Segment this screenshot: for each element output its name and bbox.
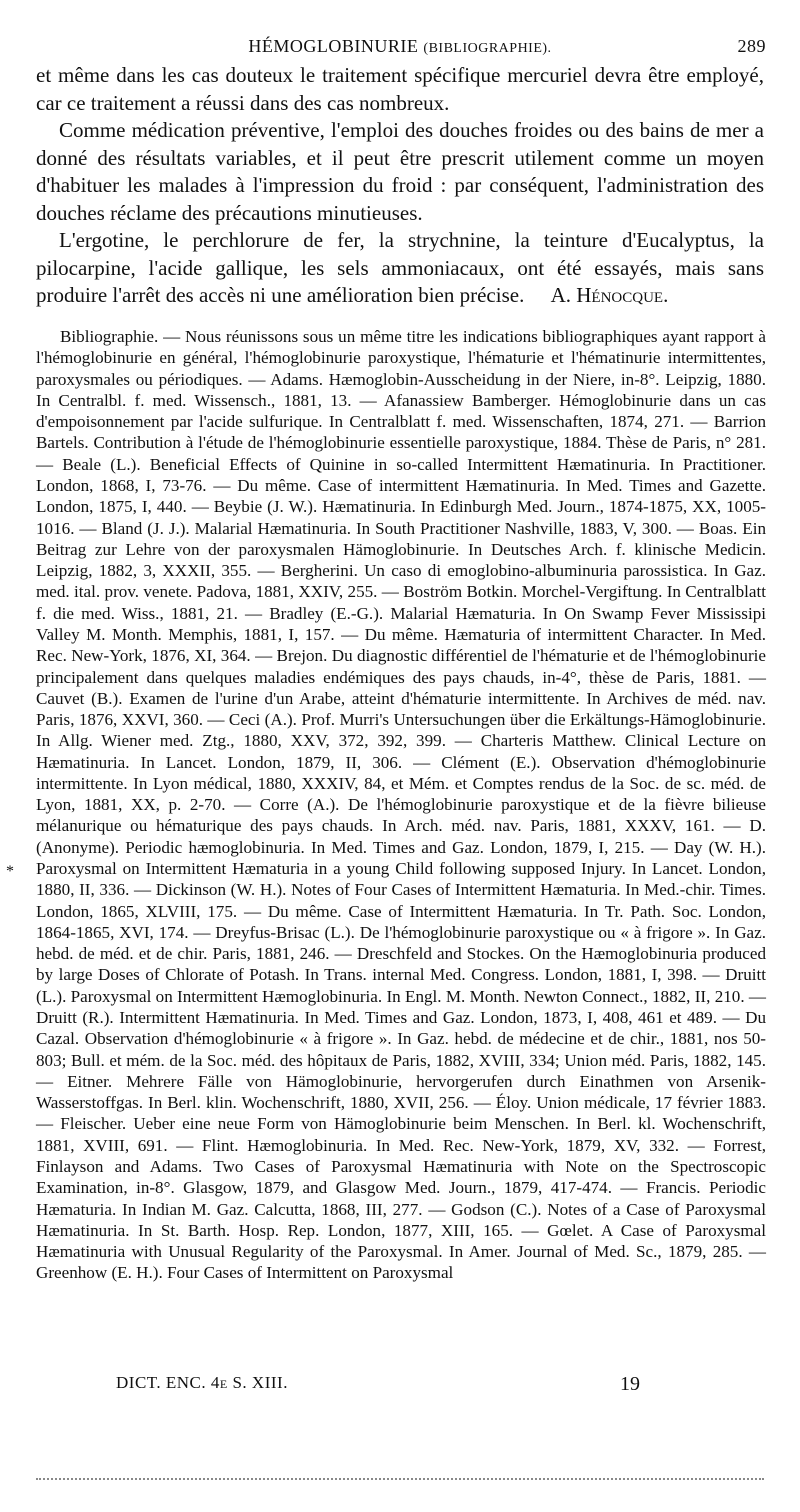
page-number: 289 [737,36,766,56]
sheet-number: 19 [620,1373,640,1395]
paragraph-1: et même dans les cas douteux le traitement spécifique mercuriel devra être employé, car ce traitement a réussi dans des cas nombreux. [36,63,764,115]
margin-mark: * [6,863,14,880]
page-footer [116,1373,676,1397]
bibliography-text: Bibliographie. — Nous réunissons sous un même titre les indications bibliographiques ayant rapport à l'hémoglobinurie en général, l'hémoglobinurie paroxystique, l'hématurie et l'hématinurie intermittentes, paroxysmales ou périodiques. — Adams. Hæmoglobin-Ausscheidung in der Niere, in-8°. Leipzig, 1880. In Centralbl. f. med. Wissensch., 1881, 13. — Afanassiew Bamberger. Hémoglobinurie dans un cas d'empoisonnement par l'acide sulfurique. In Centralblatt f. med. Wissenschaften, 1874, 271. — Barrion Bartels. Contribution à l'étude de l'hémoglobinurie essentielle paroxystique, 1884. Thèse de Paris, n° 281. — Beale (L.). Beneficial Effects of Quinine in so-called Intermittent Hæmatinuria. In Practitioner. London, 1868, I, 73-76. — Du même. Case of intermittent Hæmatinuria. In Med. Times and Gazette. London, 1875, I, 440. — Beybie (J. W.). Hæmatinuria. In Edinburgh Med. Journ., 1874-1875, XX, 1005-1016. — Bland (J. J.). Malarial Hæmatinuria. In South Practitioner Nashville, 1883, V, 300. — Boas. Ein Beitrag zur Lehre von der paroxysmalen Hämoglobinurie. In Deutsches Arch. f. klinische Medicin. Leipzig, 1882, 3, XXXII, 355. — Bergherini. Un caso di emoglobino-albuminuria parossistica. In Gaz. med. ital. prov. venete. Padova, 1881, XXIV, 255. — Boström Botkin. Morchel-Vergiftung. In Centralblatt f. die med. Wiss., 1881, 21. — Bradley (E.-G.). Malarial Hæmaturia. In On Swamp Fever Mississipi Valley M. Month. Memphis, 1881, I, 157. — Du même. Hæmaturia of intermittent Character. In Med. Rec. New-York, 1876, XI, 364. — Brejon. Du diagnostic différentiel de l'hématurie et de l'hémoglobinurie principalement dans quelques maladies endémiques des pays chauds, in-4°, thèse de Paris, 1881. — Cauvet (B.). Examen de l'urine d'un Arabe, atteint d'hématurie intermittente. In Archives de méd. nav. Paris, 1876, XXVI, 360. — Ceci (A.). Prof. Murri's Untersuchungen über die Erkältungs-Hämoglobinurie. In Allg. Wiener med. Ztg., 1880, XXV, 372, 392, 399. — Charteris Matthew. Clinical Lecture on Hæmatinuria. In Lancet. London, 1879, II, 306. — Clément (E.). Observation d'hémoglobinurie intermittente. In Lyon médical, 1880, XXXIV, 84, et Mém. et Comptes rendus de la Soc. de sc. méd. de Lyon, 1881, XX, p. 2-70. — Corre (A.). De l'hémoglobinurie paroxystique et de la fièvre bilieuse mélanurique ou hématurique des pays chauds. In Arch. méd. nav. Paris, 1881, XXXV, 161. — D. (Anonyme). Periodic hæmoglobinuria. In Med. Times and Gaz. London, 1879, I, 215. — Day (W. H.). Paroxysmal on Intermittent Hæmaturia in a young Child following supposed Injury. In Lancet. London, 1880, II, 336. — Dickinson (W. H.). Notes of Four Cases of Intermittent Hæmaturia. In Med.-chir. Times. London, 1865, XLVIII, 175. — Du même. Case of Intermittent Hæmaturia. In Tr. Path. Soc. London, 1864-1865, XVI, 174. — Dreyfus-Brisac (L.). De l'hémoglobinurie paroxystique ou « à frigore ». In Gaz. hebd. de méd. et de chir. Paris, 1881, 246. — Dreschfeld and Stockes. On the Hæmoglobinuria produced by large Doses of Chlorate of Potash. In Trans. internal Med. Congress. London, 1881, I, 398. — Druitt (L.). Paroxysmal on Intermittent Hæmoglobinuria. In Engl. M. Month. Newton Connect., 1882, II, 210. — Druitt (R.). Intermittent Hæmatinuria. In Med. Times and Gaz. London, 1873, I, 408, 461 et 489. — Du Cazal. Observation d'hémoglobinurie « à frigore ». In Gaz. hebd. de médecine et de chir., 1881, nos 50-803; Bull. et mém. de la Soc. méd. des hôpitaux de Paris, 1882, XVIII, 334; Union méd. Paris, 1882, 145. — Eitner. Mehrere Fälle von Hämoglobinurie, hervorgerufen durch Einathmen von Arsenik-Wasserstoffgas. In Berl. klin. Wochenschrift, 1880, XVII, 256. — Éloy. Union médicale, 17 février 1883. — Fleischer. Ueber eine neue Form von Hämoglobinurie beim Menschen. In Berl. kl. Wochenschrift, 1881, XVIII, 691. — Flint. Hæmoglobinuria. In Med. Rec. New-York, 1879, XV, 332. — Forrest, Finlayson and Adams. Two Cases of Paroxysmal Hæmatinuria with Note on the Spectroscopic Examination, in-8°. Glasgow, 1879, and Glasgow Med. Journ., 1879, 417-474. — Francis. Periodic Hæmaturia. In Indian M. Gaz. Calcutta, 1868, III, 277. — Godson (C.). Notes of a Case of Paroxysmal Hæmatinuria. In St. Barth. Hosp. Rep. London, 1877, XIII, 165. — Gœlet. A Case of Paroxysmal Hæmatinuria with Unusual Regularity of the Paroxysmal. In Amer. Journal of Med. Sc., 1879, 285. — Greenhow (E. H.). Four Cases of Intermittent on Paroxysmal [36,327,766,1283]
paragraph-2: Comme médication préventive, l'emploi des douches froides ou des bains de mer a donné des résultats variables, et il peut être prescrit utilement comme un moyen d'habituer les malades à l'impression du froid : par conséquent, l'administration des douches réclame des précautions minutieuses. [36,118,764,225]
bottom-dotted-rule [36,1478,764,1480]
paragraph-3-text: L'ergotine, le perchlorure de fer, la strychnine, la teinture d'Eucalyptus, la pilocarpine, l'acide gallique, les sels ammoniacaux, ont été essayés, mais sans produire l'arrêt des accès ni une amélioration bien précise. [36,228,764,307]
paragraph-3 [36,227,764,310]
bibliography-section [36,326,766,1284]
signature-mark: DICT. ENC. 4e S. XIII. [116,1373,288,1392]
header-subtitle: (BIBLIOGRAPHIE). [423,41,552,56]
header-title: HÉMOGLOBINURIE [248,36,419,56]
author-signature: A. Hénocque. [550,283,669,307]
article-body [36,62,764,310]
running-header [34,36,766,60]
